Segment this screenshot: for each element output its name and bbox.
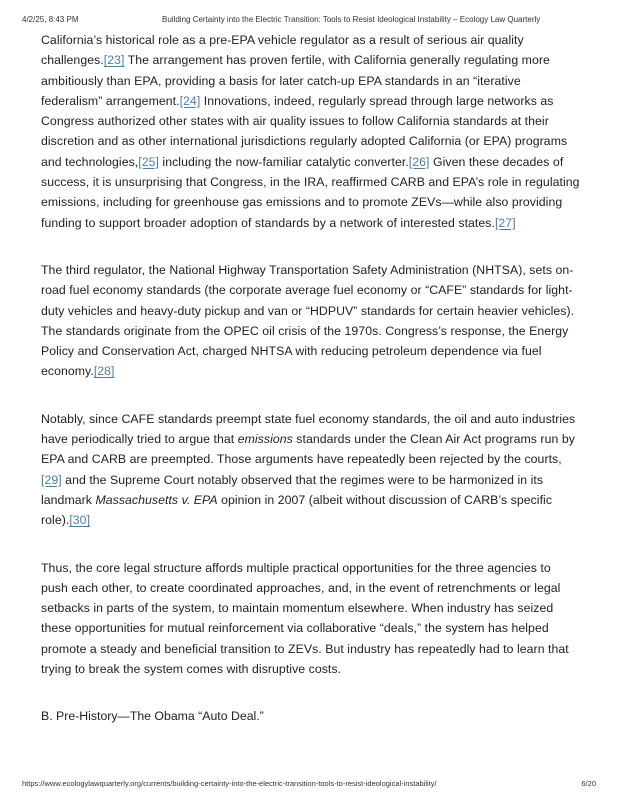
section-heading: B. Pre-History—The Obama “Auto Deal.” — [41, 709, 264, 724]
paragraph-core-structure — [41, 558, 581, 680]
print-date: 4/2/25, 8:43 PM — [22, 15, 79, 24]
footnote-link-24[interactable]: [24] — [179, 93, 201, 108]
paragraph-spacer — [41, 531, 581, 558]
case-name: Massachusetts v. EPA — [95, 492, 218, 507]
print-footer — [22, 778, 596, 790]
paragraph-text: Innovations, indeed, regularly spread through large networks as Congress authorized other states with air quality issues to follow California standards at their discretion and as other international jurisdictions regularly adopted California (or EPA) programs and technologies, — [41, 93, 568, 169]
article-body — [41, 30, 581, 726]
footnote-link-29[interactable]: [29] — [41, 472, 62, 487]
paragraph-nhtsa — [41, 260, 581, 382]
paragraph-spacer — [41, 233, 581, 260]
paragraph-text: Thus, the core legal structure affords multiple practical opportunities for the three agencies to push each other, to create coordinated approaches, and, in the event of retrenchments or legal setbacks in parts of the system, to maintain momentum elsewhere. When industry has seized these opportunities for mutual reinforcement via collaborative “deals,” the system has helped promote a steady and beneficial transition to ZEVs. But industry has repeatedly had to learn that trying to break the system comes with disruptive costs. — [41, 560, 569, 677]
footnote-link-25[interactable]: [25] — [138, 154, 159, 169]
paragraph-spacer — [41, 382, 581, 409]
print-header — [22, 14, 596, 26]
footnote-link-26[interactable]: [26] — [408, 154, 430, 169]
paragraph-text: The third regulator, the National Highway Transportation Safety Administration (NHTSA), sets on-road fuel economy standards (the corporate average fuel economy or “CAFE” standards for light-duty vehicles and heavy-duty pickup and van or “HDPUV” standards for certain heavier vehicles). The standards originate from the OPEC oil crisis of the 1970s. Congress’s response, the Energy Policy and Conservation Act, charged NHTSA with reducing petroleum dependence via fuel economy. — [41, 262, 575, 379]
paragraph-text: California’s historical role as a pre-EPA vehicle regulator as a result of serious air quality challenges. — [41, 33, 524, 68]
footnote-link-23[interactable]: [23] — [103, 53, 125, 68]
paragraph-california-role — [41, 30, 581, 233]
paragraph-text: standards under the Clean Air Act programs run by EPA and CARB are preempted. Those arguments have repeatedly been rejected by the courts, — [41, 432, 575, 467]
paragraph-spacer — [41, 679, 581, 706]
paragraph-text: including the now-familiar catalytic converter. — [158, 154, 409, 169]
page-url: https://www.ecologylawquarterly.org/currents/building-certainty-into-the-electric-transition-tools-to-resist-ideological-instability/ — [22, 779, 437, 788]
paragraph-text: opinion in 2007 (albeit without discussion of CARB’s specific role). — [41, 492, 553, 528]
paragraph-text: Notably, since CAFE standards preempt state fuel economy standards, the oil and auto industries have periodically tried to argue that — [41, 411, 576, 447]
paragraph-text: The arrangement has proven fertile, with California generally regulating more ambitiously than EPA, providing a basis for later catch-up EPA standards in an “iterative federalism” arrangement. — [41, 53, 550, 108]
paragraph-text: Given these decades of success, it is unsurprising that Congress, in the IRA, reaffirmed CARB and EPA’s role in regulating emissions, including for greenhouse gas emissions and to promote ZEVs—while also providing funding to support broader adoption of standards by a network of interested states. — [41, 154, 580, 230]
footnote-link-28[interactable]: [28] — [93, 364, 115, 379]
paragraph-text: and the Supreme Court notably observed that the regimes were to be harmonized in its landmark — [41, 472, 544, 507]
page-number: 6/20 — [581, 779, 596, 788]
emphasis-text: emissions — [237, 432, 293, 447]
print-page-title: Building Certainty into the Electric Transition: Tools to Resist Ideological Instability – Ecology Law Quarterly — [162, 15, 541, 24]
paragraph-preemption — [41, 409, 581, 531]
footnote-link-30[interactable]: [30] — [69, 513, 91, 528]
footnote-link-27[interactable]: [27] — [494, 215, 516, 230]
